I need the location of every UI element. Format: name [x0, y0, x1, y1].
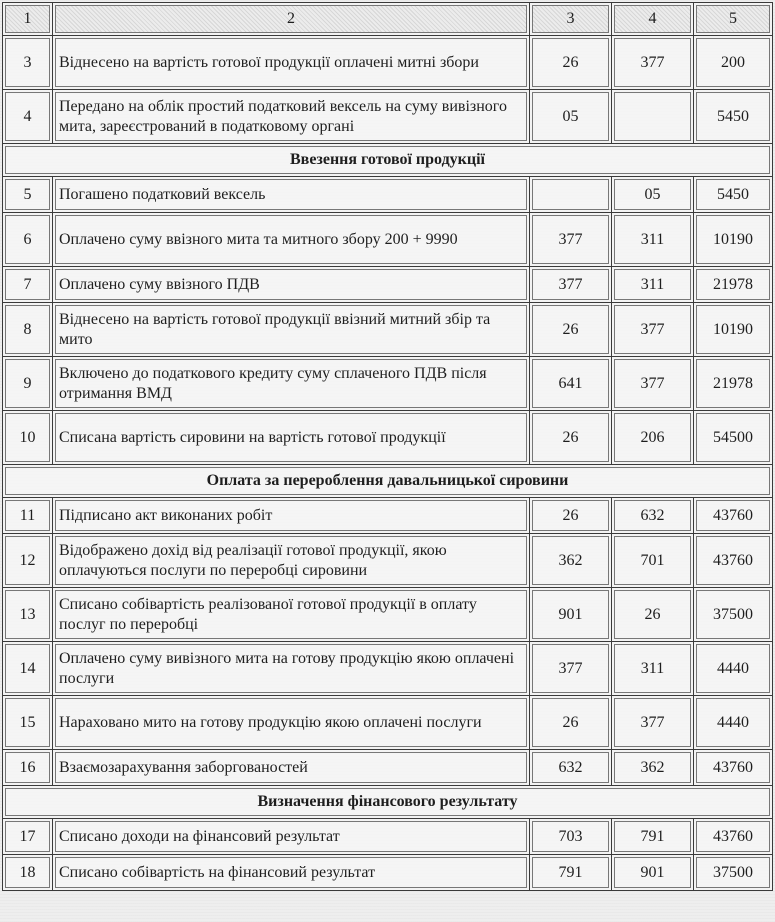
credit-account: 377	[612, 696, 694, 750]
debit-account: 26	[530, 411, 612, 465]
entry-amount: 4440	[694, 696, 773, 750]
table-row	[3, 303, 773, 357]
credit-account: 311	[612, 267, 694, 303]
debit-account: 632	[530, 750, 612, 786]
entry-number: 12	[3, 534, 53, 588]
table-body	[3, 36, 773, 891]
entry-description: Погашено податковий вексель	[53, 177, 530, 213]
credit-account	[612, 90, 694, 144]
credit-account: 311	[612, 213, 694, 267]
entry-amount: 10190	[694, 303, 773, 357]
entry-number: 14	[3, 642, 53, 696]
entry-description: Передано на облік простий податковий вексель на суму вивізного мита, зареєстрований в податковому органі	[53, 90, 530, 144]
entry-number: 9	[3, 357, 53, 411]
entry-amount: 43760	[694, 750, 773, 786]
entry-number: 8	[3, 303, 53, 357]
table-row	[3, 642, 773, 696]
entry-number: 10	[3, 411, 53, 465]
section-heading: Оплата за перероблення давальницької сировини	[3, 465, 773, 498]
credit-account: 901	[612, 855, 694, 891]
entry-description: Списано собівартість реалізованої готової продукції в оплату послуг по переробці	[53, 588, 530, 642]
credit-account: 377	[612, 36, 694, 90]
table-row	[3, 588, 773, 642]
credit-account: 791	[612, 819, 694, 855]
section-heading-row	[3, 144, 773, 177]
debit-account: 26	[530, 696, 612, 750]
entry-description: Списана вартість сировини на вартість готової продукції	[53, 411, 530, 465]
section-heading-row	[3, 786, 773, 819]
entry-amount: 54500	[694, 411, 773, 465]
entry-number: 13	[3, 588, 53, 642]
table-row	[3, 750, 773, 786]
table-row	[3, 819, 773, 855]
header-col-3: 3	[530, 3, 612, 36]
entry-number: 6	[3, 213, 53, 267]
credit-account: 362	[612, 750, 694, 786]
debit-account: 26	[530, 303, 612, 357]
entry-number: 3	[3, 36, 53, 90]
accounting-entries-table	[2, 2, 773, 891]
entry-description: Віднесено на вартість готової продукції оплачені митні збори	[53, 36, 530, 90]
entry-amount: 4440	[694, 642, 773, 696]
entry-description: Списано собівартість на фінансовий результат	[53, 855, 530, 891]
entry-amount: 21978	[694, 267, 773, 303]
entry-description: Нараховано мито на готову продукцію якою оплачені послуги	[53, 696, 530, 750]
section-heading: Визначення фінансового результату	[3, 786, 773, 819]
header-col-1: 1	[3, 3, 53, 36]
credit-account: 206	[612, 411, 694, 465]
debit-account: 05	[530, 90, 612, 144]
header-col-4: 4	[612, 3, 694, 36]
entry-amount: 37500	[694, 588, 773, 642]
table-row	[3, 855, 773, 891]
table-row	[3, 534, 773, 588]
table-row	[3, 177, 773, 213]
entry-description: Списано доходи на фінансовий результат	[53, 819, 530, 855]
debit-account: 703	[530, 819, 612, 855]
entry-amount: 5450	[694, 177, 773, 213]
debit-account: 362	[530, 534, 612, 588]
entry-amount: 200	[694, 36, 773, 90]
entry-description: Оплачено суму ввізного мита та митного збору 200 + 9990	[53, 213, 530, 267]
credit-account: 377	[612, 303, 694, 357]
entry-description: Оплачено суму вивізного мита на готову продукцію якою оплачені послуги	[53, 642, 530, 696]
table-header	[3, 3, 773, 36]
debit-account	[530, 177, 612, 213]
entry-amount: 43760	[694, 819, 773, 855]
table-row	[3, 36, 773, 90]
debit-account: 26	[530, 498, 612, 534]
entry-amount: 43760	[694, 534, 773, 588]
entry-number: 15	[3, 696, 53, 750]
credit-account: 701	[612, 534, 694, 588]
entry-amount: 37500	[694, 855, 773, 891]
table-row	[3, 267, 773, 303]
header-col-5: 5	[694, 3, 773, 36]
debit-account: 641	[530, 357, 612, 411]
entry-amount: 21978	[694, 357, 773, 411]
table-row	[3, 498, 773, 534]
debit-account: 377	[530, 642, 612, 696]
entry-amount: 5450	[694, 90, 773, 144]
debit-account: 26	[530, 36, 612, 90]
entry-amount: 10190	[694, 213, 773, 267]
table-row	[3, 213, 773, 267]
entry-number: 7	[3, 267, 53, 303]
entry-description: Підписано акт виконаних робіт	[53, 498, 530, 534]
debit-account: 377	[530, 267, 612, 303]
credit-account: 26	[612, 588, 694, 642]
section-heading: Ввезення готової продукції	[3, 144, 773, 177]
credit-account: 311	[612, 642, 694, 696]
credit-account: 632	[612, 498, 694, 534]
entry-description: Відображено дохід від реалізації готової продукції, якою оплачуються послуги по переробці сировини	[53, 534, 530, 588]
credit-account: 377	[612, 357, 694, 411]
entry-amount: 43760	[694, 498, 773, 534]
header-col-2: 2	[53, 3, 530, 36]
entry-number: 18	[3, 855, 53, 891]
entry-number: 16	[3, 750, 53, 786]
entry-number: 17	[3, 819, 53, 855]
table-row	[3, 90, 773, 144]
entry-number: 11	[3, 498, 53, 534]
entry-number: 4	[3, 90, 53, 144]
table-row	[3, 696, 773, 750]
section-heading-row	[3, 465, 773, 498]
entry-description: Включено до податкового кредиту суму сплаченого ПДВ після отримання ВМД	[53, 357, 530, 411]
credit-account: 05	[612, 177, 694, 213]
debit-account: 901	[530, 588, 612, 642]
entry-description: Віднесено на вартість готової продукції ввізний митний збір та мито	[53, 303, 530, 357]
entry-description: Взаємозарахування заборгованостей	[53, 750, 530, 786]
table-row	[3, 357, 773, 411]
debit-account: 791	[530, 855, 612, 891]
table-row	[3, 411, 773, 465]
entry-number: 5	[3, 177, 53, 213]
entry-description: Оплачено суму ввізного ПДВ	[53, 267, 530, 303]
debit-account: 377	[530, 213, 612, 267]
